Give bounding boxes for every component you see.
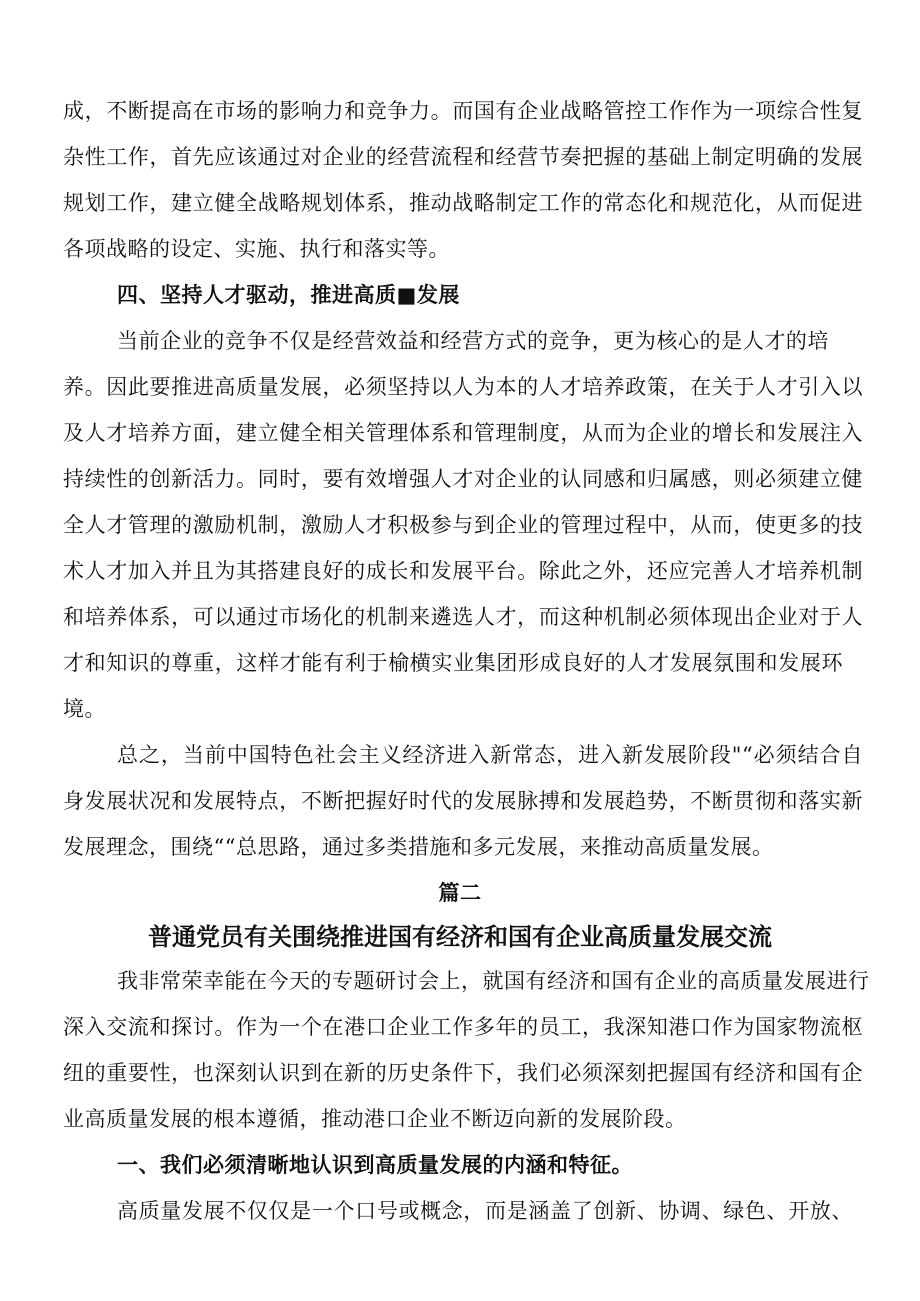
paragraph-line: 业高质量发展的根本遵循，推动港口企业不断迈向新的发展阶段。 xyxy=(63,1107,687,1131)
section-heading: 四、坚持人才驱动，推进高质■发展 xyxy=(117,283,460,307)
paragraph-line: 身发展状况和发展特点，不断把握好时代的发展脉搏和发展趋势，不断贯彻和落实新 xyxy=(63,789,863,813)
part-heading: 篇二 xyxy=(438,881,482,905)
paragraph-line: 及人才培养方面，建立健全相关管理体系和管理制度，从而为企业的增长和发展注入 xyxy=(63,421,863,445)
document-title: 普通党员有关围绕推进国有经济和国有企业高质量发展交流 xyxy=(148,923,772,951)
paragraph-line: 养。因此要推进高质量发展，必须坚持以人为本的人才培养政策，在关于人才引入以 xyxy=(63,375,863,399)
paragraph-line: 术人才加入并且为其搭建良好的成长和发展平台。除此之外，还应完善人才培养机制 xyxy=(63,559,863,583)
paragraph-line: 境。 xyxy=(63,697,106,721)
paragraph-line: 总之，当前中国特色社会主义经济进入新常态，进入新发展阶段"“必须结合自 xyxy=(117,743,863,767)
paragraph-line: 成，不断提高在市场的影响力和竞争力。而国有企业战略管控工作作为一项综合性复 xyxy=(63,99,863,123)
paragraph-line: 深入交流和探讨。作为一个在港口企业工作多年的员工，我深知港口作为国家物流枢 xyxy=(63,1015,863,1039)
paragraph-line: 全人才管理的激励机制，激励人才积极参与到企业的管理过程中，从而，使更多的技 xyxy=(63,513,863,537)
paragraph-line: 高质量发展不仅仅是一个口号或概念，而是涵盖了创新、协调、绿色、开放、 xyxy=(117,1199,853,1223)
paragraph-line: 纽的重要性，也深刻认识到在新的历史条件下，我们必须深刻把握国有经济和国有企 xyxy=(63,1061,863,1085)
section-heading: 一、我们必须清晰地认识到高质量发展的内涵和特征。 xyxy=(117,1153,633,1177)
paragraph-line: 持续性的创新活力。同时，要有效增强人才对企业的认同感和归属感，则必须建立健 xyxy=(63,467,863,491)
paragraph-line: 和培养体系，可以通过市场化的机制来遴选人才，而这种机制必须体现出企业对于人 xyxy=(63,605,863,629)
paragraph-line: 各项战略的设定、实施、执行和落实等。 xyxy=(63,237,450,261)
paragraph-line: 当前企业的竞争不仅是经营效益和经营方式的竞争，更为核心的是人才的培 xyxy=(117,329,829,353)
paragraph-line: 发展理念，围绕““总思路，通过多类措施和多元发展，来推动高质量发展。 xyxy=(63,835,774,859)
paragraph-line: 才和知识的尊重，这样才能有利于榆横实业集团形成良好的人才发展氛围和发展环 xyxy=(63,651,843,675)
paragraph-line: 规划工作，建立健全战略规划体系，推动战略制定工作的常态化和规范化，从而促进 xyxy=(63,191,863,215)
paragraph-line: 我非常荣幸能在今天的专题研讨会上，就国有经济和国有企业的高质量发展进行 xyxy=(117,969,870,993)
paragraph-line: 杂性工作，首先应该通过对企业的经营流程和经营节奏把握的基础上制定明确的发展 xyxy=(63,145,863,169)
